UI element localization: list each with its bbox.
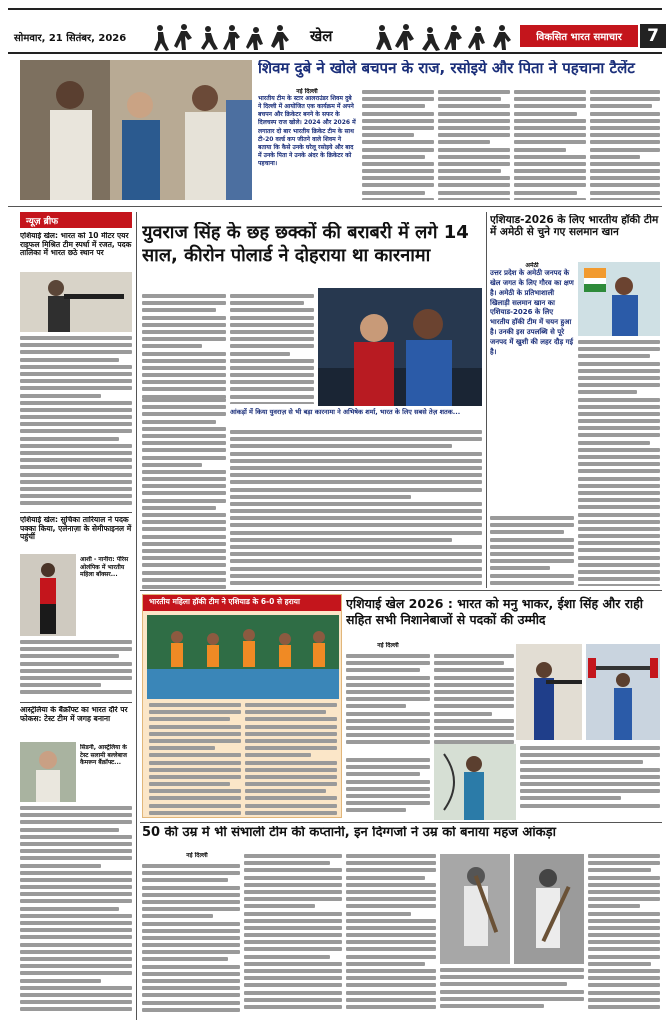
story3-dateline: अमेठी	[525, 262, 539, 269]
story3-headline: एशियाड-2026 के लिए भारतीय हॉकी टीम में अमेठी से चुने गए सलमान खान	[490, 214, 659, 239]
story2-body-col1	[142, 294, 226, 398]
story1-dateline: नई दिल्ली	[296, 88, 318, 95]
divider-2	[140, 590, 662, 591]
sidebar-label: न्यूज़ ब्रीफ	[26, 217, 59, 227]
story5-dateline: नई दिल्ली	[377, 642, 399, 649]
story6-dateline: नई दिल्ली	[186, 852, 208, 859]
brief1-headline: एशियाई खेल: भारत को 10 मीटर एयर राइफल मिश्रित टीम स्पर्धा में रजत, पदक तालिका में भारत छठे स्थान पर	[20, 232, 132, 258]
section-label: खेल	[310, 27, 333, 45]
story2-caption: आंकड़ों में किया युवराज़ से भी बड़ा कारनामा ने अभिषेक शर्मा, भारत के लिए सबसे तेज़ शतक...	[230, 408, 461, 416]
story1-body-col1	[362, 90, 434, 200]
brief-divider-1	[20, 512, 132, 513]
story5-photo-shooter	[516, 644, 582, 740]
brief3-photo	[20, 742, 76, 802]
story4-body-col1	[149, 703, 241, 815]
story1-lede-box	[258, 88, 356, 200]
brief2-headline: एशियाई खेल: सुचिका तारियाल ने पदक पक्का किया, एलेनाज़ा के सेमीफाइनल में पहुंचीं	[20, 516, 132, 542]
page-header	[0, 0, 670, 52]
story2-photo	[318, 288, 482, 406]
story4-title: भारतीय महिला हॉकी टीम ने एशियाड के 6-0 से हराया	[149, 597, 300, 606]
story3-body-col2	[490, 516, 574, 586]
sidebar-vrule	[136, 212, 137, 1020]
story5-photo-weightlifter	[586, 644, 660, 740]
sidebar-label-badge	[20, 212, 132, 228]
story1-lede: भारतीय टीम के स्टार आलराउंडर शिवम दुबे ने दिल्ली में आयोजित एक कार्यक्रम में अपने बचपन और क्रिकेटर बनने के सफर के दिलचस्प राज खोले। 2024 और 2026 में लगातार दो बार भारतीय क्रिकेट टीम के साथ टी-20 वर्ल्ड कप जीतने वाले शिवम ने बताया कि कैसे उनके घरेलू रसोइये और बाद में उनके पिता ने उनके अंदर के क्रिकेटर को पहचाना।	[258, 95, 356, 167]
header-bottom-rule	[8, 52, 662, 54]
story2-body-col4	[230, 430, 482, 590]
story3-lede: उत्तर प्रदेश के अमेठी जनपद के खेल जगत के लिए गौरव का क्षण है। अमेठी के प्रतिभाशाली खिलाड़ी सलमान खान का एशियाड-2026 के लिए भारतीय हॉकी टीम में चयन हुआ है। उनकी इस उपलब्धि से पूरे जनपद में खुशी की लहर दौड़ गई है।	[490, 269, 574, 356]
story6-body-col4	[588, 854, 660, 1018]
brief3-caption: सिडनी, आस्ट्रेलिया के टेस्ट सलामी बल्लेबाज कैमरून बैंक्रॉफ्ट...	[80, 744, 128, 766]
paper-name-badge	[520, 25, 638, 47]
story1-body-col3	[514, 90, 586, 200]
brief-divider-2	[20, 702, 132, 703]
sports-silhouettes-right	[370, 20, 520, 52]
story5-headline: एशियाई खेल 2026 : भारत को मनु भाकर, ईशा सिंह और राही सहित सभी निशानेबाजों से पदकों की उम्मीद	[346, 596, 643, 628]
brief3-body	[20, 806, 132, 1018]
divider-3	[140, 822, 662, 823]
story1-headline: शिवम दुबे ने खोले बचपन के राज, रसोइये और पिता ने पहचाना टैलेंट	[258, 60, 635, 77]
story5-body-col1	[346, 654, 430, 754]
story5-photo-archer	[434, 744, 516, 820]
brief1-photo	[20, 272, 132, 332]
header-date: सोमवार, 21 सितंबर, 2026	[14, 33, 127, 44]
page-number: 7	[640, 24, 666, 48]
story4-box	[142, 594, 342, 818]
story3-lede-box	[490, 262, 574, 512]
story2-vrule	[486, 212, 487, 588]
story6-body-col3	[346, 854, 436, 1018]
story6-photo-2	[514, 854, 584, 964]
brief2-photo	[20, 554, 76, 636]
story6-body-col1	[142, 864, 240, 1018]
story2-body-col2	[142, 398, 226, 590]
story6-body-col5	[440, 968, 584, 1018]
story6-headline: 50 की उम्र में भी संभाली टीम की कप्तानी, इन दिग्गजों ने उम्र को बनाया महज आंकड़ा	[142, 826, 556, 840]
header-top-rule	[8, 8, 662, 10]
story2-headline: युवराज सिंह के छह छक्कों की बराबरी में लगे 14 साल, कीरोन पोलार्ड ने दोहराया था कारनामा	[142, 222, 469, 266]
sports-silhouettes-left	[150, 20, 300, 52]
story4-body-col2	[245, 703, 337, 815]
story1-body-col2	[438, 90, 510, 200]
shivam-dube-photo	[20, 60, 252, 200]
story5-body-col3	[434, 654, 514, 754]
divider-1	[8, 206, 662, 207]
story6-photo-1	[440, 854, 510, 964]
story1-body-col4	[590, 90, 660, 200]
brief3-headline: आस्ट्रेलिया के बैंक्रॉफ्ट का भारत दौरे पर फोकस: टेस्ट टीम में जगह बनाना	[20, 706, 128, 723]
brief1-body	[20, 336, 132, 506]
brief2-caption: आशी - नानीरा: पेरिस ओलंपिक में भारतीय महिला बॉक्सर...	[80, 556, 129, 578]
story4-title-bar	[143, 595, 342, 611]
brief2-body	[20, 640, 132, 700]
story3-body-col1	[578, 340, 660, 586]
story5-body-col2	[346, 758, 430, 818]
story6-body-col2	[244, 854, 342, 1018]
paper-name: विकसित भारत समाचार	[536, 32, 622, 43]
story5-body-col4	[520, 746, 660, 818]
story3-photo	[578, 262, 660, 336]
story2-body-col3	[230, 294, 314, 404]
story4-photo	[147, 615, 339, 699]
